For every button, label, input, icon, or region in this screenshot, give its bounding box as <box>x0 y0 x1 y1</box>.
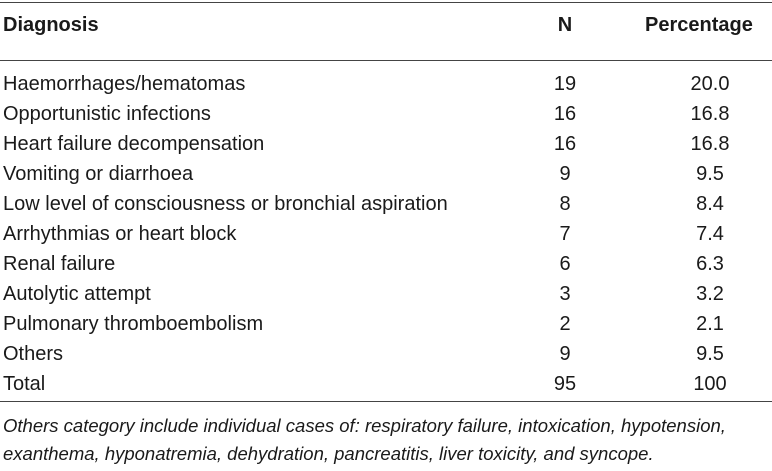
header-percentage: Percentage <box>645 14 753 36</box>
cell-percentage: 8.4 <box>696 193 724 215</box>
cell-n: 9 <box>559 343 571 365</box>
footnote-line: Others category include individual cases of: respiratory failure, intoxication, hypotension, <box>3 415 726 436</box>
cell-n: 95 <box>553 373 577 395</box>
table-row <box>0 250 772 280</box>
cell-diagnosis: Arrhythmias or heart block <box>3 223 237 245</box>
table-top-rule <box>0 2 772 3</box>
cell-percentage: 20.0 <box>690 73 730 95</box>
footnote-line: exanthema, hyponatremia, dehydration, pancreatitis, liver toxicity, and syncope. <box>3 443 654 464</box>
table-header-rule <box>0 60 772 61</box>
table-row-total <box>0 370 772 400</box>
table-row <box>0 280 772 310</box>
table-row <box>0 310 772 340</box>
cell-n: 6 <box>559 253 571 275</box>
header-n: N <box>557 14 573 36</box>
table-row <box>0 340 772 370</box>
cell-diagnosis: Renal failure <box>3 253 116 275</box>
cell-diagnosis: Pulmonary thromboembolism <box>3 313 264 335</box>
cell-n: 7 <box>559 223 571 245</box>
table-header-row <box>0 14 772 44</box>
cell-n: 16 <box>553 133 577 155</box>
table-row <box>0 190 772 220</box>
table-row <box>0 70 772 100</box>
cell-percentage: 9.5 <box>696 163 724 185</box>
cell-n: 3 <box>559 283 571 305</box>
table-row <box>0 130 772 160</box>
cell-diagnosis: Opportunistic infections <box>3 103 211 125</box>
table-row <box>0 220 772 250</box>
cell-n: 9 <box>559 163 571 185</box>
cell-n: 8 <box>559 193 571 215</box>
cell-percentage: 100 <box>693 373 727 395</box>
cell-diagnosis: Autolytic attempt <box>3 283 151 305</box>
cell-percentage: 16.8 <box>690 103 730 125</box>
table-bottom-rule <box>0 401 772 402</box>
cell-percentage: 2.1 <box>696 313 724 335</box>
table-body <box>0 70 772 400</box>
cell-diagnosis: Others <box>3 343 64 365</box>
cell-n: 19 <box>553 73 577 95</box>
header-diagnosis: Diagnosis <box>3 14 99 36</box>
table-footnote <box>3 412 769 468</box>
cell-percentage: 6.3 <box>696 253 724 275</box>
cell-n: 16 <box>553 103 577 125</box>
cell-diagnosis: Low level of consciousness or bronchial aspiration <box>3 193 448 215</box>
table-row <box>0 100 772 130</box>
cell-diagnosis: Vomiting or diarrhoea <box>3 163 194 185</box>
cell-percentage: 16.8 <box>690 133 730 155</box>
cell-percentage: 3.2 <box>696 283 724 305</box>
cell-diagnosis: Total <box>3 373 46 395</box>
table-row <box>0 160 772 190</box>
cell-percentage: 9.5 <box>696 343 724 365</box>
cell-n: 2 <box>559 313 571 335</box>
cell-diagnosis: Heart failure decompensation <box>3 133 265 155</box>
cell-percentage: 7.4 <box>696 223 724 245</box>
cell-diagnosis: Haemorrhages/hematomas <box>3 73 246 95</box>
